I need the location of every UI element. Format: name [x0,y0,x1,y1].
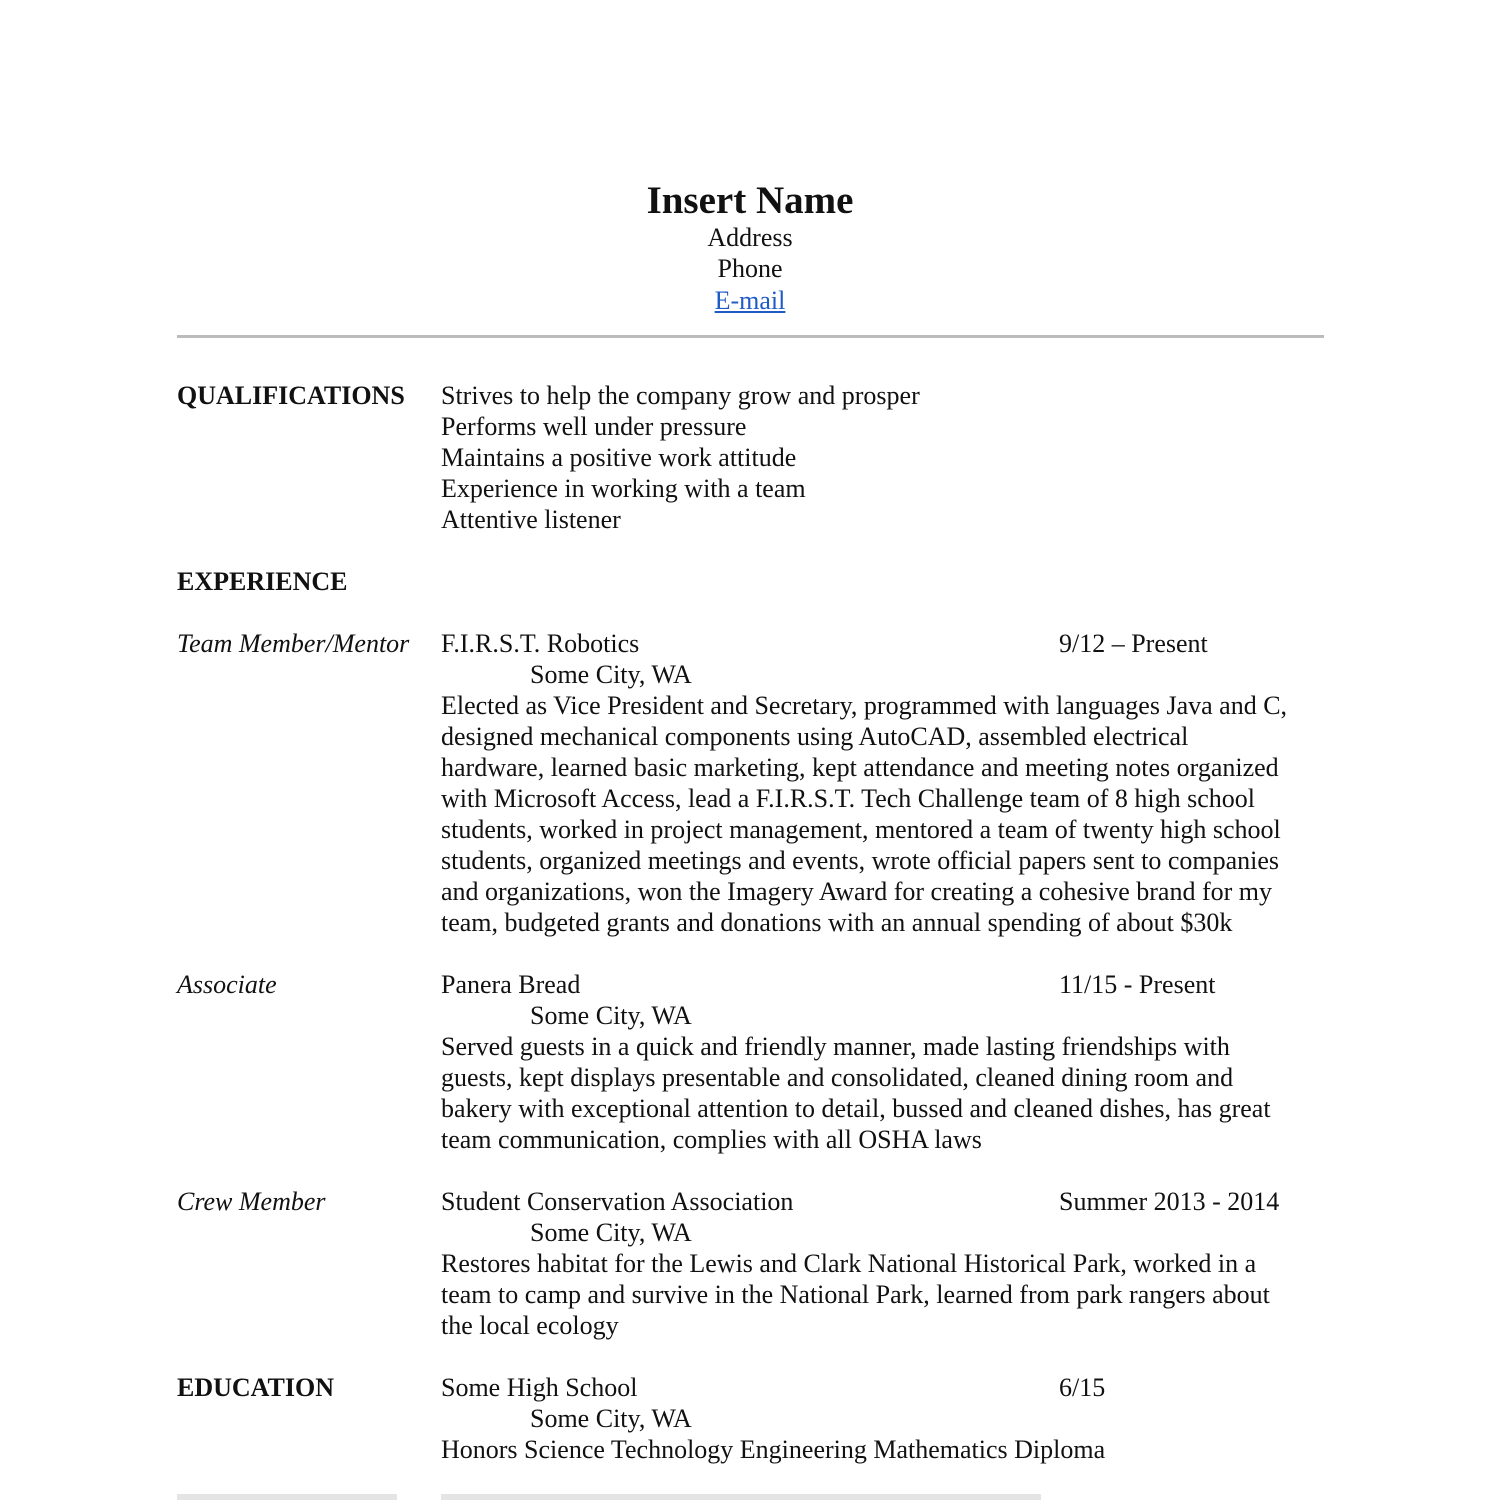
description-line: students, worked in project management, mentored a team of twenty high school [441,815,1281,844]
description-line: the local ecology [441,1311,619,1340]
description-line: team to camp and survive in the National Park, learned from park rangers about [441,1280,1270,1309]
job-organization: Panera Bread [441,970,581,999]
cutoff-text-remnant [441,1494,1041,1500]
description-line: Restores habitat for the Lewis and Clark National Historical Park, worked in a [441,1249,1257,1278]
description-line: hardware, learned basic marketing, kept attendance and meeting notes organized [441,753,1279,782]
school-name: Some High School [441,1373,638,1402]
job-description [441,1031,1341,1155]
job-organization: F.I.R.S.T. Robotics [441,629,640,658]
qualification-item: Experience in working with a team [441,474,806,503]
experience-heading: EXPERIENCE [177,567,348,596]
address-line: Address [707,223,793,252]
phone-line: Phone [717,254,783,283]
school-location: Some City, WA [530,1404,692,1433]
qualification-item: Attentive listener [441,505,621,534]
qualifications-heading: QUALIFICATIONS [177,381,405,410]
description-line: and organizations, won the Imagery Award for creating a cohesive brand for my [441,877,1273,906]
email-link[interactable]: E-mail [714,286,786,315]
diploma: Honors Science Technology Engineering Mathematics Diploma [441,1435,1106,1464]
job-dates: Summer 2013 - 2014 [1059,1187,1280,1216]
resume-name: Insert Name [646,179,854,222]
description-line: students, organized meetings and events, wrote official papers sent to companies [441,846,1280,875]
job-dates: 11/15 - Present [1059,970,1216,999]
job-role: Team Member/Mentor [177,629,410,658]
job-description [441,690,1341,938]
header-divider [177,335,1324,338]
description-line: Elected as Vice President and Secretary, programmed with languages Java and C, [441,691,1288,720]
job-role: Crew Member [177,1187,326,1216]
cutoff-heading-remnant [177,1494,397,1500]
job-location: Some City, WA [530,1001,692,1030]
description-line: designed mechanical components using AutoCAD, assembled electrical [441,722,1189,751]
qualifications-list [441,380,1341,535]
qualification-item: Strives to help the company grow and prosper [441,381,920,410]
education-heading: EDUCATION [177,1373,334,1402]
job-location: Some City, WA [530,1218,692,1247]
job-dates: 9/12 – Present [1059,629,1208,658]
description-line: with Microsoft Access, lead a F.I.R.S.T. Tech Challenge team of 8 high school [441,784,1255,813]
description-line: guests, kept displays presentable and consolidated, cleaned dining room and [441,1063,1234,1092]
description-line: bakery with exceptional attention to detail, bussed and cleaned dishes, has great [441,1094,1271,1123]
description-line: team, budgeted grants and donations with an annual spending of about $30k [441,908,1233,937]
qualification-item: Performs well under pressure [441,412,747,441]
description-line: team communication, complies with all OSHA laws [441,1125,982,1154]
job-organization: Student Conservation Association [441,1187,794,1216]
job-role: Associate [177,970,277,999]
graduation-date: 6/15 [1059,1373,1106,1402]
description-line: Served guests in a quick and friendly manner, made lasting friendships with [441,1032,1230,1061]
job-location: Some City, WA [530,660,692,689]
job-description [441,1248,1341,1341]
qualification-item: Maintains a positive work attitude [441,443,797,472]
